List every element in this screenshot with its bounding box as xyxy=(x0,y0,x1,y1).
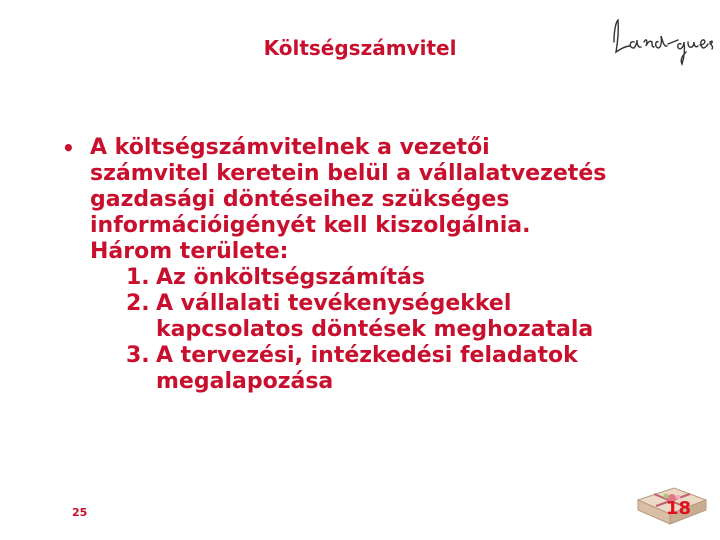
bullet-marker: • xyxy=(62,136,75,160)
list-item-text xyxy=(156,291,593,343)
list-item-line: kapcsolatos döntések meghozatala xyxy=(156,317,594,342)
bullet-item xyxy=(62,135,702,395)
intro-line: A költségszámvitelnek a vezetői xyxy=(90,135,490,160)
list-item-line: Az önköltségszámítás xyxy=(156,265,425,290)
numbered-list xyxy=(90,265,680,395)
list-number: 3. xyxy=(126,343,150,368)
list-item-line: A tervezési, intézkedési feladatok xyxy=(156,343,578,368)
list-item-text xyxy=(156,343,578,395)
slide-body xyxy=(62,135,702,395)
handwritten-signature-icon xyxy=(606,12,716,70)
intro-line: gazdasági döntéseihez szükséges xyxy=(90,187,510,212)
bullet-paragraph xyxy=(90,135,680,395)
intro-line: információigényét kell kiszolgálnia. xyxy=(90,213,531,238)
list-item-line: megalapozása xyxy=(156,369,334,394)
slide-number-left: 25 xyxy=(72,506,88,519)
list-number: 2. xyxy=(126,291,150,316)
list-item xyxy=(126,343,680,395)
slide-number-right: 18 xyxy=(666,498,692,519)
intro-line: számvitel keretein belül a vállalatvezetés xyxy=(90,161,607,186)
slide-title: Költségszámvitel xyxy=(263,36,457,60)
list-item-line: A vállalati tevékenységekkel xyxy=(156,291,512,316)
list-item-text xyxy=(156,265,425,291)
list-item xyxy=(126,265,680,291)
list-number: 1. xyxy=(126,265,150,290)
intro-line: Három területe: xyxy=(90,239,289,264)
list-item xyxy=(126,291,680,343)
